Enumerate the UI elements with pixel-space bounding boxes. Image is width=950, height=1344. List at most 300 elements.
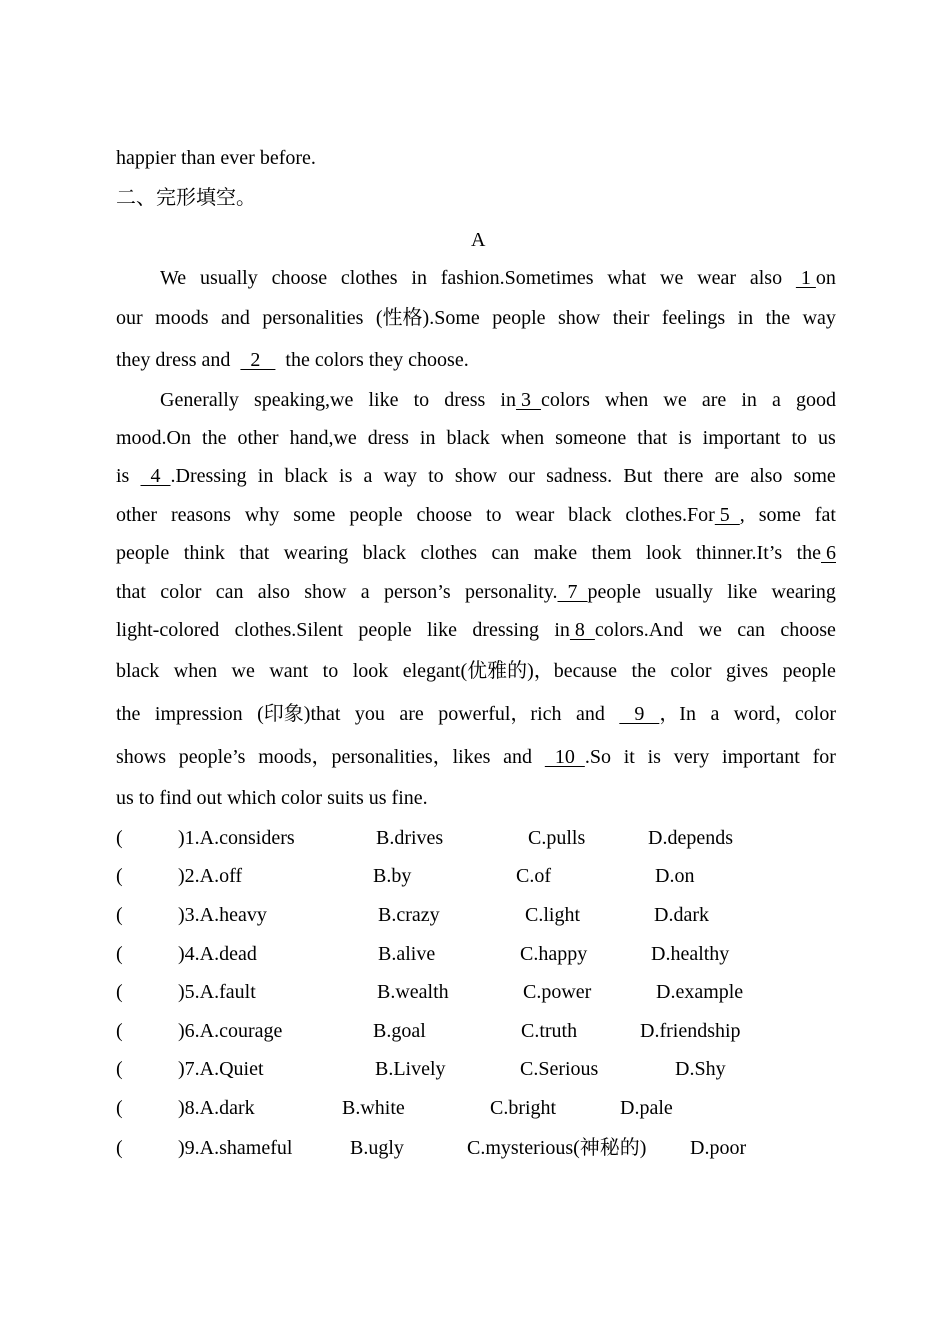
passage-token	[750, 266, 782, 290]
passage-word: in	[411, 267, 427, 289]
passage-word: very	[673, 746, 710, 768]
option-a[interactable]: )5.A.fault	[178, 981, 256, 1003]
passage-token	[722, 745, 800, 769]
passage-word: thinner.It’s	[696, 542, 783, 564]
passage-line	[116, 786, 428, 810]
answer-blank[interactable]: 9	[619, 703, 660, 725]
option-b[interactable]: B.ugly	[350, 1137, 404, 1159]
passage-line	[116, 702, 836, 726]
passage-token	[555, 426, 626, 450]
passage-word: .So	[584, 746, 611, 768]
passage-line	[160, 388, 836, 412]
passage-word: a	[363, 465, 373, 487]
passage-token	[160, 388, 239, 412]
passage-word: dress	[367, 427, 409, 449]
option-b[interactable]: B.Lively	[375, 1058, 446, 1080]
passage-token	[116, 541, 169, 565]
passage-token	[184, 541, 225, 565]
passage-word: personality.	[464, 581, 558, 603]
passage-word: people	[782, 660, 836, 682]
option-c[interactable]: C.mysterious(神秘的)	[467, 1137, 647, 1159]
answer-paren[interactable]: (	[116, 1137, 123, 1159]
passage-word: gives	[725, 660, 769, 682]
passage-token	[759, 503, 801, 527]
passage-token	[568, 503, 611, 527]
passage-word: we	[660, 267, 684, 289]
passage-word: people’s	[178, 746, 246, 768]
passage-word: way	[802, 307, 836, 329]
passage-line	[116, 503, 836, 527]
passage-word: we	[231, 660, 255, 682]
passage-token	[738, 306, 754, 330]
answer-blank[interactable]: 5	[714, 504, 740, 526]
passage-word: hand,we	[289, 427, 357, 449]
passage-word: the	[116, 703, 141, 725]
passage-token	[441, 266, 594, 290]
passage-token	[797, 541, 836, 565]
option-a[interactable]: )4.A.dead	[178, 943, 257, 965]
passage-word: when	[604, 389, 649, 411]
answer-paren[interactable]: (	[116, 981, 123, 1003]
answer-blank[interactable]: 4	[140, 465, 171, 487]
passage-token	[619, 702, 696, 726]
passage-line	[116, 306, 836, 330]
passage-token	[239, 541, 269, 565]
passage-token	[662, 306, 725, 330]
passage-word: to	[428, 465, 444, 487]
passage-word: you	[354, 703, 385, 725]
passage-word: dress	[444, 389, 486, 411]
passage-token	[772, 388, 781, 412]
passage-word: can	[737, 619, 766, 641]
passage-word: to	[485, 504, 502, 526]
passage-token	[339, 464, 352, 488]
passage-token	[663, 388, 686, 412]
passage-token	[272, 266, 328, 290]
answer-blank[interactable]: 6	[821, 542, 836, 564]
passage-token	[414, 388, 430, 412]
passage-word: like	[426, 619, 457, 641]
passage-token	[766, 306, 790, 330]
passage-word: people	[116, 542, 170, 564]
passage-token	[284, 541, 348, 565]
passage-token	[465, 580, 641, 604]
option-d[interactable]: D.pale	[620, 1097, 673, 1119]
passage-token	[160, 266, 186, 290]
passage-word: also	[749, 267, 783, 289]
passage-word: clothes.Silent	[234, 619, 343, 641]
passage-word: But	[623, 465, 653, 487]
passage-word: colors.And	[594, 619, 684, 641]
passage-token	[648, 745, 661, 769]
passage-word: we	[698, 619, 722, 641]
passage-token	[734, 702, 836, 726]
passage-line	[116, 541, 836, 565]
passage-word: that	[116, 581, 146, 603]
option-a[interactable]: )6.A.courage	[178, 1020, 283, 1042]
passage-token	[674, 745, 710, 769]
passage-word: in	[257, 465, 274, 487]
passage-token	[258, 464, 274, 488]
passage-token	[576, 702, 605, 726]
option-a[interactable]: )1.A.considers	[178, 827, 295, 849]
passage-token	[364, 464, 373, 488]
passage-word: in	[741, 389, 757, 411]
option-c[interactable]: C.of	[516, 865, 551, 887]
option-b[interactable]: B.wealth	[377, 981, 449, 1003]
option-c[interactable]: C.Serious	[520, 1058, 599, 1080]
passage-token	[492, 306, 545, 330]
passage-token	[258, 745, 490, 769]
passage-word: impression	[154, 703, 243, 725]
passage-word: in	[737, 307, 754, 329]
passage-token	[605, 388, 648, 412]
passage-token	[592, 541, 632, 565]
passage-token	[697, 266, 736, 290]
passage-token	[428, 464, 444, 488]
answer-paren[interactable]: (	[116, 1020, 123, 1042]
passage-word: can	[215, 581, 244, 603]
option-d[interactable]: D.on	[655, 865, 695, 887]
passage-token	[438, 702, 561, 726]
answer-blank[interactable]: 3	[515, 389, 541, 411]
passage-word: some	[793, 465, 836, 487]
passage-word: like	[368, 389, 399, 411]
passage-token	[341, 266, 398, 290]
passage-word: person’s	[383, 581, 451, 603]
passage-token	[155, 306, 208, 330]
passage-word: feelings	[661, 307, 726, 329]
passage-word: black	[362, 542, 406, 564]
passage-word: make	[533, 542, 578, 564]
passage-token	[710, 702, 719, 726]
answer-blank[interactable]: 10	[544, 746, 585, 768]
passage-text: the colors they choose.	[275, 349, 469, 371]
passage-token	[545, 745, 611, 769]
passage-word: important	[722, 746, 800, 768]
passage-token	[116, 306, 143, 330]
passage-line	[116, 745, 836, 769]
passage-word: people	[492, 307, 546, 329]
passage-token	[486, 503, 502, 527]
passage-token	[116, 702, 140, 726]
passage-token	[141, 464, 247, 488]
passage-token	[813, 745, 836, 769]
passage-word: dressing	[472, 619, 539, 641]
passage-token	[791, 426, 807, 450]
passage-word: ,	[739, 504, 745, 526]
passage-token	[221, 306, 250, 330]
passage-word: look	[645, 542, 682, 564]
passage-token	[368, 388, 398, 412]
passage-token	[269, 659, 308, 683]
passage-word: in	[419, 427, 436, 449]
passage-token	[368, 426, 409, 450]
passage-word: moods	[155, 307, 209, 329]
passage-word: are	[714, 465, 740, 487]
passage-word: clothes	[420, 542, 478, 564]
option-b[interactable]: B.crazy	[378, 904, 440, 926]
passage-token	[293, 503, 335, 527]
passage-token	[646, 541, 682, 565]
passage-text: they dress and	[116, 349, 241, 371]
passage-token	[515, 503, 554, 527]
passage-word: good	[795, 389, 836, 411]
passage-line	[160, 266, 836, 290]
passage-token	[472, 618, 539, 642]
option-d[interactable]: D.example	[656, 981, 744, 1003]
passage-word: when	[500, 427, 545, 449]
option-b[interactable]: B.drives	[376, 827, 444, 849]
passage-token	[703, 426, 781, 450]
passage-token	[304, 580, 346, 604]
passage-word: for	[812, 746, 836, 768]
passage-word: speaking,we	[253, 389, 354, 411]
passage-word: is	[678, 427, 692, 449]
passage-word: word，color	[733, 703, 836, 725]
passage-token	[420, 541, 477, 565]
passage-token	[358, 618, 411, 642]
passage-word: color	[670, 660, 712, 682]
passage-line	[116, 464, 836, 488]
passage-token	[376, 306, 480, 330]
passage-token	[237, 426, 278, 450]
passage-token	[349, 503, 402, 527]
passage-token	[455, 464, 497, 488]
option-a[interactable]: )2.A.off	[178, 865, 243, 887]
passage-token	[696, 541, 782, 565]
passage-word: the	[631, 660, 656, 682]
passage-token	[818, 426, 836, 450]
passage-word: also	[257, 581, 290, 603]
passage-word: is	[647, 746, 661, 768]
passage-token	[613, 306, 650, 330]
passage-token	[290, 426, 357, 450]
passage-word: wear	[515, 504, 555, 526]
passage-token	[179, 745, 246, 769]
passage-token	[624, 745, 635, 769]
passage-token	[607, 266, 646, 290]
passage-word: there	[663, 465, 704, 487]
passage-token	[254, 388, 353, 412]
option-d[interactable]: D.poor	[690, 1137, 747, 1159]
passage-token	[772, 580, 836, 604]
passage-word: choose	[416, 504, 473, 526]
passage-token	[116, 659, 159, 683]
answer-paren[interactable]: (	[116, 1097, 123, 1119]
answer-paren[interactable]: (	[116, 904, 123, 926]
passage-token	[200, 266, 258, 290]
passage-token	[632, 659, 656, 683]
option-d[interactable]: D.depends	[648, 827, 733, 849]
passage-word: are	[701, 389, 727, 411]
option-d[interactable]: D.healthy	[651, 943, 730, 965]
option-d[interactable]: D.Shy	[675, 1058, 726, 1080]
passage-word: on	[815, 267, 836, 289]
option-b[interactable]: B.alive	[378, 943, 436, 965]
answer-blank[interactable]: 8	[569, 619, 595, 641]
passage-word: our	[508, 465, 535, 487]
passage-token	[257, 702, 340, 726]
passage-word: we	[663, 389, 687, 411]
passage-token	[699, 618, 722, 642]
passage-word: (性格).Some	[375, 307, 480, 329]
passage-word: to	[322, 660, 339, 682]
passage-word: other	[237, 427, 279, 449]
passage-token	[794, 464, 836, 488]
passage-word: it	[623, 746, 635, 768]
option-a[interactable]: )7.A.Quiet	[178, 1058, 264, 1080]
answer-blank[interactable]: 1	[795, 267, 816, 289]
passage-token	[361, 580, 370, 604]
passage-token	[384, 580, 451, 604]
passage-word: reasons	[170, 504, 231, 526]
passage-word: the	[796, 542, 821, 564]
passage-token	[116, 618, 219, 642]
passage-word: when	[173, 660, 218, 682]
passage-token	[202, 426, 226, 450]
passage-word: the	[765, 307, 791, 329]
passage-word: (印象)that	[257, 703, 341, 725]
option-c[interactable]: C.bright	[490, 1097, 557, 1119]
passage-word: colors	[540, 389, 590, 411]
passage-token	[216, 580, 244, 604]
passage-word: shows	[116, 746, 167, 768]
passage-word: people	[358, 619, 412, 641]
passage-word: in	[554, 619, 570, 641]
passage-token	[546, 464, 612, 488]
passage-token	[399, 702, 423, 726]
passage-word: the	[202, 427, 227, 449]
passage-word: clothes	[340, 267, 398, 289]
passage-word: that	[637, 427, 668, 449]
passage-line	[116, 618, 836, 642]
passage-token	[245, 503, 279, 527]
passage-token	[258, 580, 290, 604]
answer-paren[interactable]: (	[116, 865, 123, 887]
passage-word: usually	[199, 267, 258, 289]
passage-token	[534, 541, 577, 565]
answer-blank[interactable]: 7	[557, 581, 588, 603]
passage-word: and	[503, 746, 533, 768]
passage-token	[353, 659, 389, 683]
option-a[interactable]: )9.A.shameful	[178, 1137, 293, 1159]
passage-word: wearing	[283, 542, 349, 564]
passage-token	[492, 541, 520, 565]
passage-word: to	[791, 427, 807, 449]
passage-word: Generally	[160, 389, 239, 411]
option-b[interactable]: B.by	[373, 865, 412, 887]
passage-word: black	[284, 465, 328, 487]
passage-word: in	[500, 389, 516, 411]
passage-word: important	[702, 427, 781, 449]
passage-token	[262, 306, 363, 330]
passage-token	[174, 659, 217, 683]
option-c[interactable]: C.truth	[521, 1020, 578, 1042]
answer-paren[interactable]: (	[116, 1058, 123, 1080]
passage-word: sadness.	[546, 465, 613, 487]
passage-token	[660, 266, 683, 290]
passage-token	[403, 659, 617, 683]
passage-word: a	[360, 581, 370, 603]
option-b[interactable]: B.white	[342, 1097, 405, 1119]
passage-token	[796, 388, 836, 412]
passage-word: think	[183, 542, 225, 564]
passage-word: them	[591, 542, 632, 564]
passage-token	[741, 388, 757, 412]
passage-word: show	[304, 581, 347, 603]
passage-word: fashion.Sometimes	[440, 267, 594, 289]
passage-token	[384, 464, 417, 488]
passage-token	[447, 426, 490, 450]
passage-line	[116, 580, 836, 604]
option-b[interactable]: B.goal	[373, 1020, 426, 1042]
passage-token	[500, 388, 589, 412]
passage-line	[116, 426, 836, 450]
option-a[interactable]: )8.A.dark	[178, 1097, 255, 1119]
answer-blank[interactable]: 2	[240, 349, 276, 371]
passage-token	[815, 503, 836, 527]
passage-word: choose	[271, 267, 328, 289]
intro-tail-text: happier than ever before.	[116, 147, 316, 169]
passage-token	[160, 580, 201, 604]
passage-token	[663, 464, 703, 488]
passage-token	[558, 306, 600, 330]
answer-paren[interactable]: (	[116, 827, 123, 849]
passage-token	[501, 426, 544, 450]
passage-token	[750, 464, 782, 488]
passage-word: why	[244, 504, 280, 526]
passage-word: are	[399, 703, 424, 725]
passage-token	[116, 580, 146, 604]
passage-token	[411, 266, 427, 290]
passage-token	[116, 464, 129, 488]
passage-token	[803, 306, 836, 330]
option-c[interactable]: C.power	[523, 981, 592, 1003]
passage-token	[285, 464, 328, 488]
passage-token	[116, 745, 166, 769]
passage-token	[503, 745, 532, 769]
passage-token	[702, 388, 726, 412]
passage-token	[737, 618, 765, 642]
passage-token	[116, 503, 157, 527]
passage-word: way	[383, 465, 417, 487]
passage-word: is	[339, 465, 353, 487]
passage-token	[355, 702, 385, 726]
passage-word: also	[750, 465, 783, 487]
passage-word: their	[612, 307, 650, 329]
option-d[interactable]: D.friendship	[640, 1020, 741, 1042]
passage-token	[155, 702, 243, 726]
passage-token	[637, 426, 667, 450]
option-a[interactable]: )3.A.heavy	[178, 904, 267, 926]
passage-token	[116, 426, 191, 450]
answer-paren[interactable]: (	[116, 943, 123, 965]
passage-word: some	[293, 504, 336, 526]
passage-token	[715, 464, 739, 488]
option-c[interactable]: C.light	[525, 904, 581, 926]
passage-line	[116, 348, 469, 372]
passage-word: that	[239, 542, 270, 564]
passage-title: A	[471, 229, 486, 251]
option-c[interactable]: C.pulls	[528, 827, 586, 849]
option-c[interactable]: C.happy	[520, 943, 588, 965]
passage-token	[363, 541, 406, 565]
passage-word: black	[446, 427, 490, 449]
passage-word: people	[587, 581, 641, 603]
passage-word: to	[413, 389, 430, 411]
option-d[interactable]: D.dark	[654, 904, 709, 926]
